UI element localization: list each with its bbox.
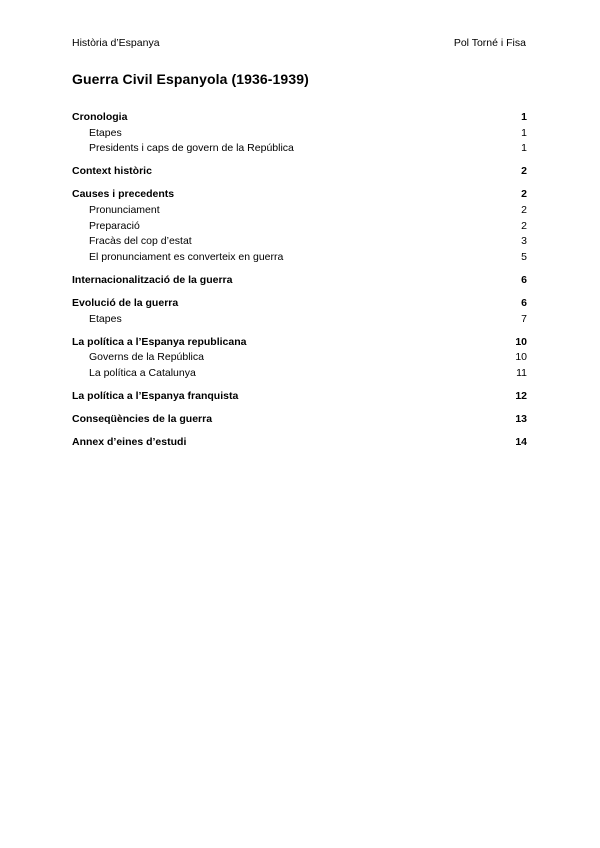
- toc-subsection-entry[interactable]: [72, 234, 527, 250]
- toc-entry-label: Internacionalització de la guerra: [72, 274, 233, 287]
- toc-entry-label: El pronunciament es converteix en guerra: [89, 251, 284, 264]
- toc-section-entry[interactable]: [72, 412, 527, 428]
- toc-section-entry[interactable]: [72, 296, 527, 312]
- toc-subsection-entry[interactable]: [72, 141, 527, 157]
- toc-section-entry[interactable]: [72, 335, 527, 351]
- toc-entry-label: Annex d’eines d’estudi: [72, 436, 187, 449]
- toc-entry-label: Etapes: [89, 312, 122, 325]
- toc-entry-page-number: 6: [521, 274, 527, 287]
- toc-entry-page-number: 1: [521, 142, 527, 155]
- toc-entry-page-number: 11: [516, 367, 527, 380]
- toc-section-entry[interactable]: [72, 389, 527, 405]
- table-of-contents: [72, 110, 527, 451]
- toc-entry-label: Pronunciament: [89, 204, 160, 217]
- toc-entry-page-number: 2: [521, 219, 527, 232]
- toc-entry-label: Cronologia: [72, 111, 128, 123]
- toc-section-entry[interactable]: [72, 164, 527, 180]
- toc-entry-page-number: 1: [521, 111, 527, 123]
- toc-section-entry[interactable]: [72, 435, 527, 451]
- toc-entry-page-number: 1: [521, 126, 527, 139]
- page-header: [72, 36, 526, 50]
- toc-entry-label: Causes i precedents: [72, 188, 175, 201]
- toc-section-entry[interactable]: [72, 273, 527, 289]
- header-subject: Història d’Espanya: [72, 37, 160, 49]
- toc-section-entry[interactable]: [72, 187, 527, 203]
- toc-entry-label: Fracàs del cop d’estat: [89, 235, 192, 248]
- toc-entry-label: La política a l’Espanya republicana: [72, 335, 247, 348]
- toc-entry-page-number: 2: [521, 165, 527, 178]
- toc-entry-label: Presidents i caps de govern de la República: [89, 142, 294, 155]
- toc-entry-page-number: 13: [515, 413, 527, 426]
- toc-entry-label: Governs de la República: [89, 351, 204, 364]
- toc-section-entry[interactable]: [72, 110, 527, 126]
- toc-subsection-entry[interactable]: [72, 219, 527, 235]
- toc-entry-label: Etapes: [89, 126, 122, 139]
- toc-entry-page-number: 3: [521, 235, 527, 248]
- toc-entry-page-number: 7: [521, 312, 527, 325]
- toc-entry-page-number: 5: [521, 251, 527, 264]
- toc-entry-label: Evolució de la guerra: [72, 297, 179, 310]
- toc-subsection-entry[interactable]: [72, 312, 527, 328]
- document-title: Guerra Civil Espanyola (1936-1939): [72, 71, 309, 87]
- toc-entry-label: Context històric: [72, 165, 152, 178]
- toc-subsection-entry[interactable]: [72, 366, 527, 382]
- header-author: Pol Torné i Fisa: [453, 37, 526, 49]
- toc-entry-page-number: 6: [521, 297, 527, 310]
- toc-subsection-entry[interactable]: [72, 126, 527, 142]
- toc-entry-page-number: 2: [521, 188, 527, 201]
- toc-subsection-entry[interactable]: [72, 250, 527, 266]
- toc-entry-page-number: 10: [515, 335, 527, 348]
- toc-entry-page-number: 14: [515, 436, 527, 449]
- toc-entry-page-number: 10: [515, 351, 527, 364]
- toc-entry-label: La política a Catalunya: [89, 367, 196, 380]
- toc-entry-label: La política a l’Espanya franquista: [72, 390, 239, 403]
- toc-entry-page-number: 12: [515, 390, 527, 403]
- toc-subsection-entry[interactable]: [72, 350, 527, 366]
- toc-entry-label: Preparació: [89, 219, 140, 232]
- toc-entry-page-number: 2: [521, 204, 527, 217]
- toc-entry-label: Conseqüències de la guerra: [72, 413, 213, 426]
- toc-subsection-entry[interactable]: [72, 203, 527, 219]
